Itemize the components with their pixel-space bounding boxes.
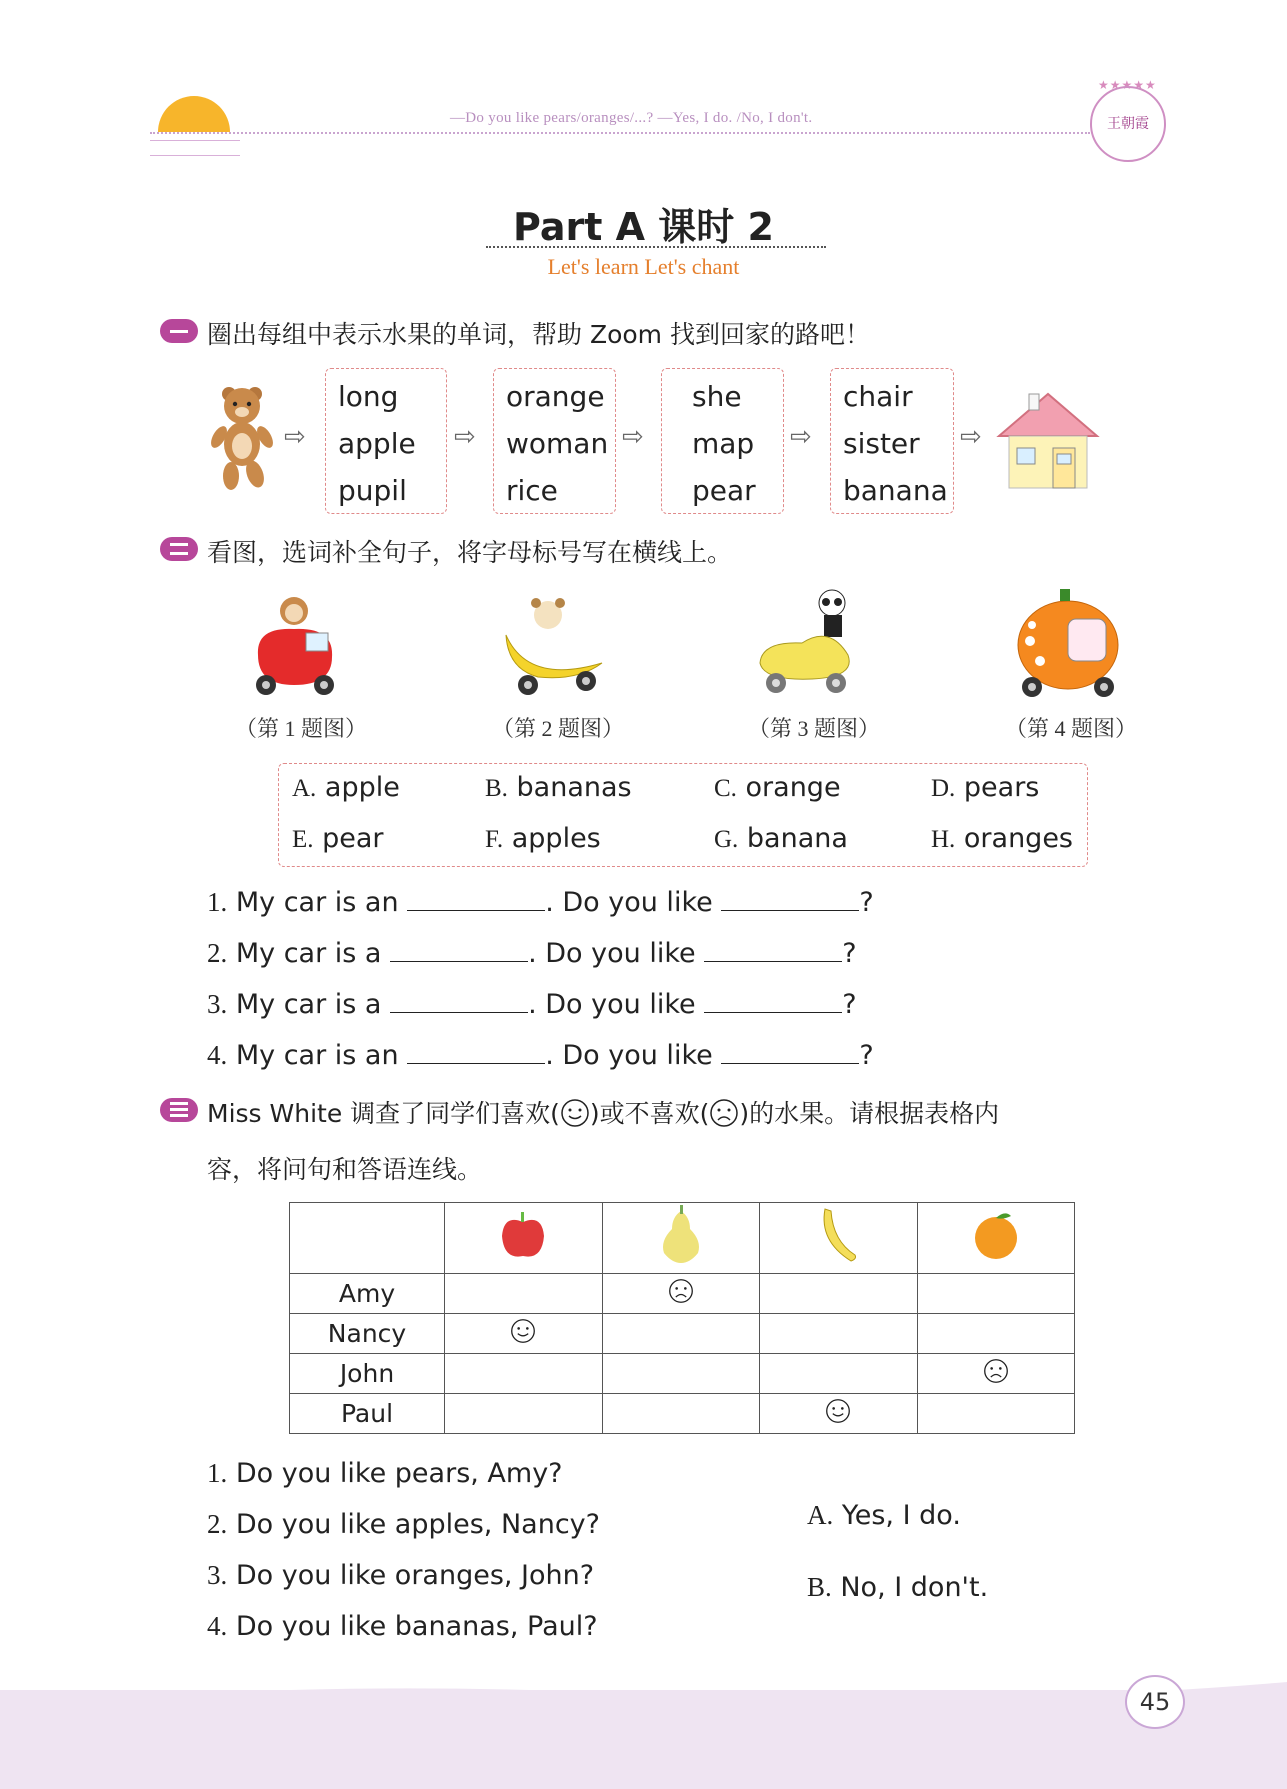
option-b: B. bananas — [485, 772, 632, 803]
word-option[interactable]: apple — [338, 427, 416, 460]
answer-blank[interactable] — [407, 1041, 545, 1064]
table-cell — [917, 1274, 1075, 1314]
sun-decoration-icon — [158, 96, 230, 132]
page-subtitle: Let's learn Let's chant — [547, 254, 740, 279]
match-question-3[interactable]: 3. Do you like oranges, John? — [207, 1560, 595, 1591]
answer-blank[interactable] — [390, 990, 528, 1013]
fruit-preference-table — [289, 1202, 1075, 1434]
table-cell — [917, 1314, 1075, 1354]
table-cell — [445, 1274, 603, 1314]
sad-face-icon — [668, 1278, 694, 1304]
word-group-1 — [325, 368, 447, 514]
picture-caption-2: （第 2 题图） — [492, 716, 625, 741]
word-option[interactable]: chair — [843, 380, 913, 413]
arrow-icon: ⇨ — [790, 422, 812, 452]
house-icon — [995, 390, 1101, 490]
word-option[interactable]: pupil — [338, 474, 407, 507]
happy-face-icon — [825, 1398, 851, 1424]
picture-caption-4: （第 4 题图） — [1005, 716, 1138, 741]
table-cell — [445, 1314, 603, 1354]
table-cell — [602, 1274, 760, 1314]
table-cell — [760, 1274, 918, 1314]
sad-face-icon — [983, 1358, 1009, 1384]
happy-face-icon — [560, 1098, 590, 1128]
table-cell — [760, 1394, 918, 1434]
word-option[interactable]: long — [338, 380, 399, 413]
table-cell — [602, 1394, 760, 1434]
answer-blank[interactable] — [390, 939, 528, 962]
word-option[interactable]: rice — [506, 474, 558, 507]
header-divider — [150, 132, 1090, 134]
answer-blank[interactable] — [721, 888, 859, 911]
title-underline — [486, 246, 826, 248]
table-cell — [917, 1354, 1075, 1394]
horizon-lines — [150, 140, 240, 156]
student-name: John — [290, 1354, 445, 1394]
option-h: H. oranges — [931, 823, 1074, 854]
stars-icon: ★★★★★ — [1098, 78, 1157, 92]
table-cell — [602, 1314, 760, 1354]
picture-caption-3: （第 3 题图） — [748, 716, 881, 741]
answer-blank[interactable] — [704, 939, 842, 962]
word-option[interactable]: sister — [843, 427, 920, 460]
section-3-instruction: Miss White 调查了同学们喜欢( )或不喜欢( )的水果。请根据表格内 — [207, 1099, 1000, 1128]
student-name: Paul — [290, 1394, 445, 1434]
section-2-instruction: 看图，选词补全句子，将字母标号写在横线上。 — [207, 538, 733, 567]
fill-question-1: 1. My car is an . Do you like ? — [207, 887, 874, 918]
section-1-badge-icon — [160, 319, 198, 343]
happy-face-icon — [510, 1318, 536, 1344]
table-corner-cell — [290, 1203, 445, 1274]
section-1-instruction: 圈出每组中表示水果的单词，帮助 Zoom 找到回家的路吧！ — [207, 320, 870, 349]
orange-icon — [969, 1208, 1023, 1262]
table-cell — [445, 1354, 603, 1394]
fill-question-3: 3. My car is a . Do you like ? — [207, 989, 857, 1020]
table-header-cell — [445, 1203, 603, 1274]
fill-question-4: 4. My car is an . Do you like ? — [207, 1040, 874, 1071]
bear-zoom-icon — [205, 382, 277, 492]
answer-blank[interactable] — [704, 990, 842, 1013]
table-cell — [760, 1314, 918, 1354]
arrow-icon: ⇨ — [454, 422, 476, 452]
word-option[interactable]: orange — [506, 380, 605, 413]
table-header-cell — [760, 1203, 918, 1274]
option-a: A. apple — [292, 772, 400, 803]
apple-car-icon — [248, 585, 344, 705]
word-option[interactable]: pear — [692, 474, 756, 507]
word-option[interactable]: banana — [843, 474, 948, 507]
student-name: Amy — [290, 1274, 445, 1314]
option-c: C. orange — [714, 772, 841, 803]
word-group-2 — [493, 368, 616, 514]
page-title: Part A 课时 2 — [513, 205, 774, 249]
arrow-icon: ⇨ — [960, 422, 982, 452]
sad-face-icon — [709, 1098, 739, 1128]
apple-icon — [496, 1208, 550, 1262]
word-option[interactable]: woman — [506, 427, 609, 460]
match-answer-a[interactable]: A. Yes, I do. — [807, 1500, 961, 1531]
table-header-cell — [602, 1203, 760, 1274]
orange-car-icon — [1010, 585, 1126, 705]
match-question-4[interactable]: 4. Do you like bananas, Paul? — [207, 1611, 598, 1642]
table-header-cell — [917, 1203, 1075, 1274]
word-group-4 — [830, 368, 954, 514]
word-option[interactable]: map — [692, 427, 755, 460]
pear-car-icon — [752, 585, 864, 705]
answer-blank[interactable] — [407, 888, 545, 911]
student-name: Nancy — [290, 1314, 445, 1354]
match-question-1[interactable]: 1. Do you like pears, Amy? — [207, 1458, 563, 1489]
running-header: —Do you like pears/oranges/...? —Yes, I do. /No, I don't. — [450, 110, 813, 126]
page-number: 45 — [1125, 1675, 1185, 1729]
section-3-badge-icon — [160, 1098, 198, 1122]
pear-icon — [654, 1205, 708, 1265]
answer-blank[interactable] — [721, 1041, 859, 1064]
footer-band — [0, 1690, 1287, 1789]
option-f: F. apples — [485, 823, 601, 854]
match-question-2[interactable]: 2. Do you like apples, Nancy? — [207, 1509, 600, 1540]
option-e: E. pear — [292, 823, 384, 854]
match-answer-b[interactable]: B. No, I don't. — [807, 1572, 989, 1603]
word-group-3 — [661, 368, 784, 514]
picture-caption-1: （第 1 题图） — [235, 716, 368, 741]
option-g: G. banana — [714, 823, 848, 854]
table-cell — [602, 1354, 760, 1394]
table-cell — [917, 1394, 1075, 1434]
section-3-instruction-line2: 容，将问句和答语连线。 — [207, 1155, 483, 1184]
publisher-logo: 王朝霞 — [1090, 86, 1166, 162]
option-d: D. pears — [931, 772, 1040, 803]
fill-question-2: 2. My car is a . Do you like ? — [207, 938, 857, 969]
banana-icon — [811, 1205, 865, 1265]
table-cell — [445, 1394, 603, 1434]
table-cell — [760, 1354, 918, 1394]
banana-car-icon — [498, 585, 610, 705]
arrow-icon: ⇨ — [284, 422, 306, 452]
arrow-icon: ⇨ — [622, 422, 644, 452]
word-option[interactable]: she — [692, 380, 742, 413]
section-2-badge-icon — [160, 537, 198, 561]
